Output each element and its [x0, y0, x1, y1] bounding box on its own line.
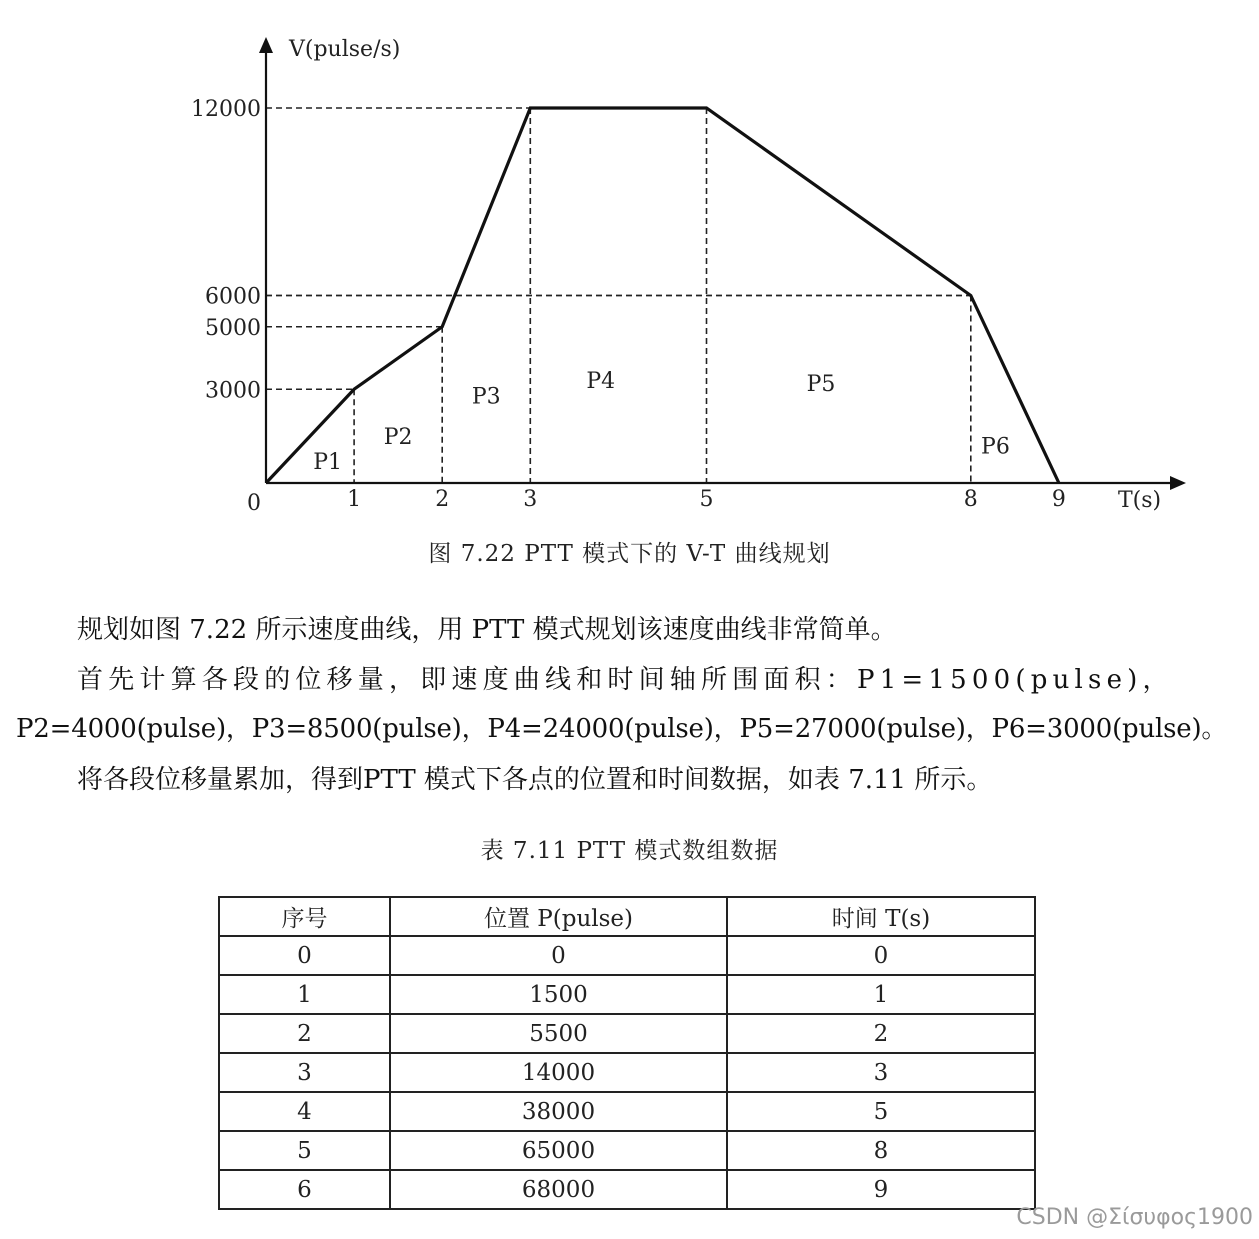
cell-index: 0 — [219, 936, 390, 975]
table-caption: 表 7.11 PTT 模式数组数据 — [480, 838, 779, 864]
region-label-p1: P1 — [313, 450, 343, 476]
region-label-p5: P5 — [806, 372, 836, 397]
cell-time: 2 — [727, 1014, 1035, 1053]
cell-index: 4 — [219, 1092, 390, 1131]
cell-time: 5 — [727, 1092, 1035, 1131]
table-row — [219, 1014, 1035, 1053]
origin-label: 0 — [247, 491, 261, 516]
table-row — [219, 975, 1035, 1014]
axes — [259, 37, 1186, 490]
cell-position: 1500 — [390, 975, 727, 1014]
x-tick-label: 5 — [699, 487, 714, 512]
watermark: CSDN @Σίσυφος1900 — [1016, 1205, 1253, 1230]
paragraph-4: 将各段位移量累加，得到PTT 模式下各点的位置和时间数据，如表 7.11 所示。 — [77, 765, 993, 795]
table-row — [219, 1053, 1035, 1092]
y-axis-arrow-icon — [259, 37, 273, 53]
x-axis-arrow-icon — [1170, 476, 1186, 490]
cell-position: 14000 — [390, 1053, 727, 1092]
cell-position: 68000 — [390, 1170, 727, 1209]
region-label-p6: P6 — [981, 434, 1010, 460]
vt-chart — [0, 0, 1259, 530]
y-tick-label: 12000 — [191, 97, 261, 122]
x-tick-label: 3 — [523, 487, 538, 512]
x-tick-label: 1 — [347, 487, 362, 512]
cell-index: 5 — [219, 1131, 390, 1170]
region-label-p3: P3 — [471, 384, 501, 410]
cell-position: 5500 — [390, 1014, 727, 1053]
y-tick-label: 5000 — [205, 315, 261, 341]
cell-index: 2 — [219, 1014, 390, 1053]
cell-index: 6 — [219, 1170, 390, 1209]
cell-time: 1 — [727, 975, 1035, 1014]
cell-position: 0 — [390, 936, 727, 975]
header-position: 位置 P(pulse) — [390, 897, 727, 936]
x-tick-label: 8 — [963, 487, 978, 512]
header-time: 时间 T(s) — [727, 897, 1035, 936]
table-row — [219, 936, 1035, 975]
paragraph-2: 首先计算各段的位移量，即速度曲线和时间轴所围面积：P1=1500(pulse)， — [77, 665, 1174, 695]
table-header-row — [219, 897, 1035, 936]
y-tick-label: 3000 — [205, 378, 261, 404]
cell-time: 8 — [727, 1131, 1035, 1170]
figure-caption: 图 7.22 PTT 模式下的 V-T 曲线规划 — [428, 541, 831, 567]
x-tick-label: 9 — [1051, 487, 1066, 512]
cell-position: 65000 — [390, 1131, 727, 1170]
y-axis-title: V(pulse/s) — [289, 37, 401, 62]
cell-position: 38000 — [390, 1092, 727, 1131]
x-axis-title: T(s) — [1118, 488, 1162, 513]
cell-time: 0 — [727, 936, 1035, 975]
region-label-p4: P4 — [586, 368, 616, 394]
ptt-data-table — [218, 896, 1036, 1210]
table-row — [219, 1131, 1035, 1170]
x-tick-label: 2 — [435, 487, 450, 512]
paragraph-3: P2=4000(pulse)，P3=8500(pulse)，P4=24000(pulse)，P5=27000(pulse)，P6=3000(pulse)。 — [16, 714, 1228, 744]
header-index: 序号 — [219, 897, 390, 936]
paragraph-1: 规划如图 7.22 所示速度曲线，用 PTT 模式规划该速度曲线非常简单。 — [77, 615, 897, 645]
region-label-p2: P2 — [383, 425, 413, 451]
cell-index: 3 — [219, 1053, 390, 1092]
guide-lines — [266, 108, 971, 483]
table-row — [219, 1170, 1035, 1209]
cell-time: 9 — [727, 1170, 1035, 1209]
table-row — [219, 1092, 1035, 1131]
y-tick-label: 6000 — [205, 284, 261, 310]
cell-time: 3 — [727, 1053, 1035, 1092]
cell-index: 1 — [219, 975, 390, 1014]
